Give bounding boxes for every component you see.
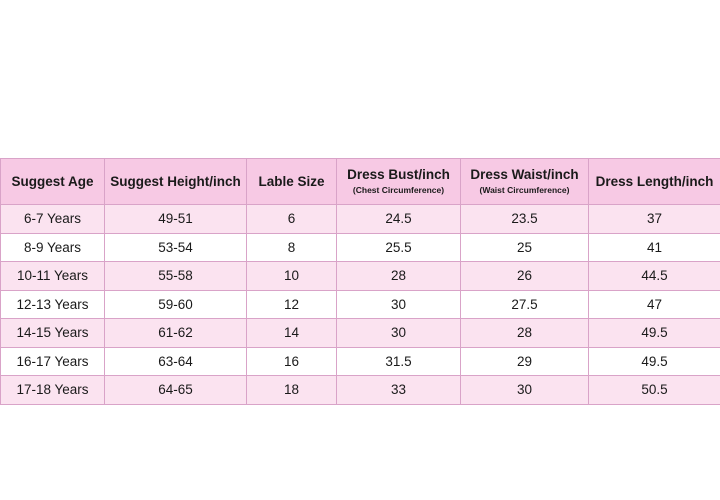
header-label: Dress Waist/inch	[470, 167, 579, 182]
cell-length: 50.5	[589, 376, 720, 405]
header-dress-waist	[461, 159, 589, 205]
cell-waist: 28	[461, 319, 589, 348]
cell-length: 37	[589, 205, 720, 234]
cell-size: 18	[247, 376, 337, 405]
cell-age: 16-17 Years	[1, 347, 105, 376]
header-dress-bust	[337, 159, 461, 205]
header-label: Suggest Age	[11, 173, 94, 189]
cell-waist: 26	[461, 262, 589, 291]
cell-size: 12	[247, 290, 337, 319]
header-label: Dress Bust/inch	[347, 167, 450, 182]
header-suggest-height	[105, 159, 247, 205]
cell-waist: 30	[461, 376, 589, 405]
table-row	[1, 376, 720, 405]
cell-bust: 25.5	[337, 233, 461, 262]
header-dress-length	[589, 159, 720, 205]
cell-size: 8	[247, 233, 337, 262]
cell-height: 53-54	[105, 233, 247, 262]
cell-age: 8-9 Years	[1, 233, 105, 262]
cell-height: 59-60	[105, 290, 247, 319]
cell-length: 44.5	[589, 262, 720, 291]
header-label: Lable Size	[258, 173, 325, 189]
cell-age: 14-15 Years	[1, 319, 105, 348]
header-label: Suggest Height/inch	[110, 173, 241, 189]
cell-bust: 30	[337, 290, 461, 319]
cell-waist: 25	[461, 233, 589, 262]
cell-height: 61-62	[105, 319, 247, 348]
cell-bust: 28	[337, 262, 461, 291]
header-suggest-age	[1, 159, 105, 205]
cell-bust: 31.5	[337, 347, 461, 376]
cell-length: 49.5	[589, 319, 720, 348]
size-chart-table	[0, 158, 720, 405]
cell-length: 41	[589, 233, 720, 262]
table-row	[1, 233, 720, 262]
cell-height: 64-65	[105, 376, 247, 405]
cell-length: 47	[589, 290, 720, 319]
cell-age: 10-11 Years	[1, 262, 105, 291]
header-lable-size	[247, 159, 337, 205]
cell-age: 17-18 Years	[1, 376, 105, 405]
cell-bust: 30	[337, 319, 461, 348]
cell-bust: 33	[337, 376, 461, 405]
cell-height: 49-51	[105, 205, 247, 234]
cell-age: 12-13 Years	[1, 290, 105, 319]
cell-length: 49.5	[589, 347, 720, 376]
table-row	[1, 347, 720, 376]
cell-height: 63-64	[105, 347, 247, 376]
header-label: Dress Length/inch	[595, 173, 714, 189]
cell-size: 10	[247, 262, 337, 291]
table-header-row	[1, 159, 720, 205]
cell-waist: 27.5	[461, 290, 589, 319]
header-sublabel: (Chest Circumference)	[352, 185, 445, 195]
cell-age: 6-7 Years	[1, 205, 105, 234]
table-row	[1, 205, 720, 234]
table-row	[1, 290, 720, 319]
table-row	[1, 319, 720, 348]
cell-size: 14	[247, 319, 337, 348]
cell-size: 16	[247, 347, 337, 376]
cell-size: 6	[247, 205, 337, 234]
cell-waist: 23.5	[461, 205, 589, 234]
header-sublabel: (Waist Circumference)	[479, 185, 570, 195]
cell-height: 55-58	[105, 262, 247, 291]
cell-bust: 24.5	[337, 205, 461, 234]
cell-waist: 29	[461, 347, 589, 376]
table-row	[1, 262, 720, 291]
